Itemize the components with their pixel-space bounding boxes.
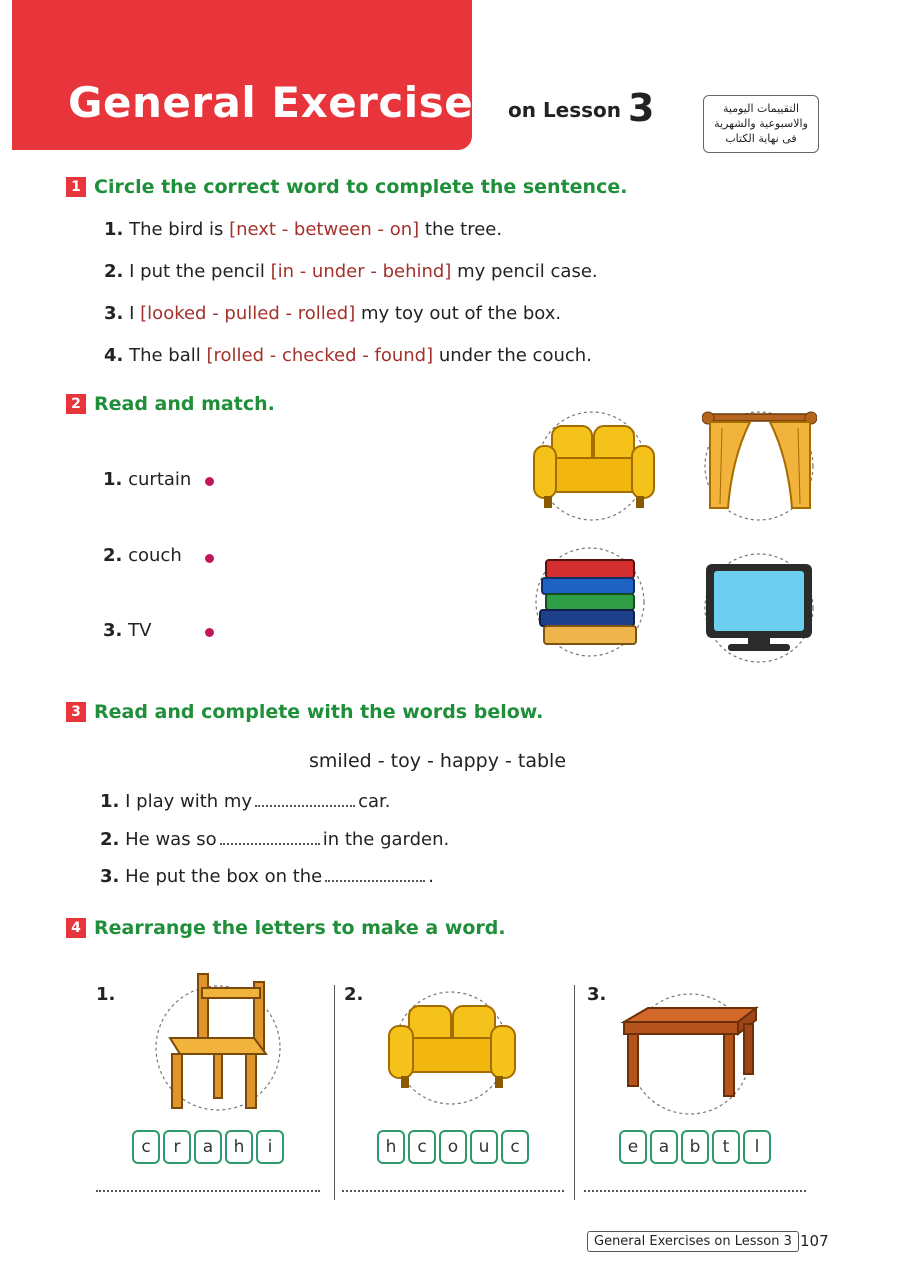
column-divider — [574, 985, 575, 1200]
item-number: 3. — [104, 303, 124, 324]
lesson-number: 3 — [628, 86, 655, 130]
letter-tiles — [132, 1130, 284, 1164]
answer-line[interactable] — [342, 1190, 564, 1192]
item-number: 2. — [104, 261, 124, 282]
books-picture[interactable] — [532, 544, 650, 659]
column-divider — [334, 985, 335, 1200]
letter-tile[interactable]: c — [408, 1130, 436, 1164]
section4-badge: 4 — [66, 918, 86, 938]
item-text-before: I play with my — [125, 791, 253, 812]
arabic-note-box — [703, 95, 819, 153]
section1-badge: 1 — [66, 177, 86, 197]
word-bank: smiled - toy - happy - table — [309, 750, 567, 772]
section2-badge: 2 — [66, 394, 86, 414]
section4-heading — [66, 917, 506, 939]
item-choices[interactable]: [next - between - on] — [229, 219, 420, 240]
item-text-after: my toy out of the box. — [360, 303, 562, 324]
item-text-before: I put the pencil — [129, 261, 265, 282]
item-text-before: The bird is — [129, 219, 224, 240]
header-band — [12, 0, 472, 150]
match-word-text: couch — [128, 545, 182, 566]
item-text-after: in the garden. — [322, 829, 450, 850]
arabic-note-line: التقييمات اليومية — [722, 102, 799, 115]
item-number: 3. — [103, 620, 123, 641]
letter-tiles — [377, 1130, 529, 1164]
letter-tile[interactable]: b — [681, 1130, 709, 1164]
couch-picture-small — [385, 990, 520, 1105]
match-dot[interactable] — [205, 554, 214, 563]
letter-tile[interactable]: l — [743, 1130, 771, 1164]
section4-title: Rearrange the letters to make a word. — [94, 917, 506, 939]
arabic-note-line: فى نهاية الكتاب — [725, 132, 797, 145]
section2-heading — [66, 393, 275, 415]
chair-picture — [150, 970, 285, 1115]
item-text-after: car. — [358, 791, 391, 812]
section1-item — [104, 303, 561, 324]
item-number: 3. — [100, 866, 120, 887]
letter-tile[interactable]: a — [650, 1130, 678, 1164]
arabic-note-line: والاسبوعية والشهرية — [714, 117, 808, 130]
match-word — [103, 545, 182, 566]
item-number: 2. — [100, 829, 120, 850]
couch-picture[interactable] — [530, 408, 660, 523]
section1-title: Circle the correct word to complete the sentence. — [94, 176, 628, 198]
answer-line[interactable] — [96, 1190, 320, 1192]
item-text-after: the tree. — [424, 219, 503, 240]
section1-item — [104, 219, 502, 240]
letter-tile[interactable]: h — [377, 1130, 405, 1164]
item-text-before: He was so — [125, 829, 217, 850]
item-text-after: under the couch. — [438, 345, 592, 366]
section3-item — [100, 791, 390, 812]
footer-label: General Exercises on Lesson 3 — [587, 1231, 799, 1252]
section2-title: Read and match. — [94, 393, 275, 415]
section1-item — [104, 345, 592, 366]
section3-title: Read and complete with the words below. — [94, 701, 544, 723]
item-choices[interactable]: [looked - pulled - rolled] — [140, 303, 356, 324]
item-number: 1. — [104, 219, 124, 240]
item-choices[interactable]: [in - under - behind] — [270, 261, 452, 282]
item-number: 2. — [103, 545, 123, 566]
curtain-picture[interactable] — [702, 408, 817, 523]
lesson-prefix: on Lesson — [508, 98, 622, 122]
letter-tile[interactable]: o — [439, 1130, 467, 1164]
page-title: General Exercises — [68, 78, 499, 127]
fill-blank[interactable] — [325, 870, 425, 882]
section3-item — [100, 829, 449, 850]
letter-tile[interactable]: r — [163, 1130, 191, 1164]
match-word-text: TV — [128, 620, 152, 641]
page-number: 107 — [800, 1232, 829, 1250]
section1-heading — [66, 176, 627, 198]
letter-tile[interactable]: i — [256, 1130, 284, 1164]
item-choices[interactable]: [rolled - checked - found] — [206, 345, 434, 366]
letter-tiles — [619, 1130, 771, 1164]
item-number: 1. — [96, 984, 116, 1005]
letter-tile[interactable]: e — [619, 1130, 647, 1164]
section3-heading — [66, 701, 543, 723]
letter-tile[interactable]: h — [225, 1130, 253, 1164]
lesson-label — [508, 86, 654, 130]
item-number: 3. — [587, 984, 607, 1005]
fill-blank[interactable] — [220, 833, 320, 845]
section3-badge: 3 — [66, 702, 86, 722]
item-number: 1. — [103, 469, 123, 490]
section1-item — [104, 261, 598, 282]
item-text-after: . — [428, 866, 434, 887]
letter-tile[interactable]: a — [194, 1130, 222, 1164]
item-number: 2. — [344, 984, 364, 1005]
letter-tile[interactable]: c — [132, 1130, 160, 1164]
item-text-before: He put the box on the — [125, 866, 323, 887]
tv-picture[interactable] — [702, 552, 817, 664]
match-word — [103, 469, 191, 490]
letter-tile[interactable]: u — [470, 1130, 498, 1164]
answer-line[interactable] — [584, 1190, 806, 1192]
item-text-after: my pencil case. — [457, 261, 598, 282]
section3-item — [100, 866, 434, 887]
item-number: 1. — [100, 791, 120, 812]
letter-tile[interactable]: c — [501, 1130, 529, 1164]
match-dot[interactable] — [205, 628, 214, 637]
match-dot[interactable] — [205, 477, 214, 486]
table-picture — [620, 990, 760, 1120]
match-word-text: curtain — [128, 469, 192, 490]
letter-tile[interactable]: t — [712, 1130, 740, 1164]
item-text-before: I — [129, 303, 135, 324]
fill-blank[interactable] — [255, 795, 355, 807]
match-word — [103, 620, 151, 641]
item-text-before: The ball — [129, 345, 201, 366]
item-number: 4. — [104, 345, 124, 366]
